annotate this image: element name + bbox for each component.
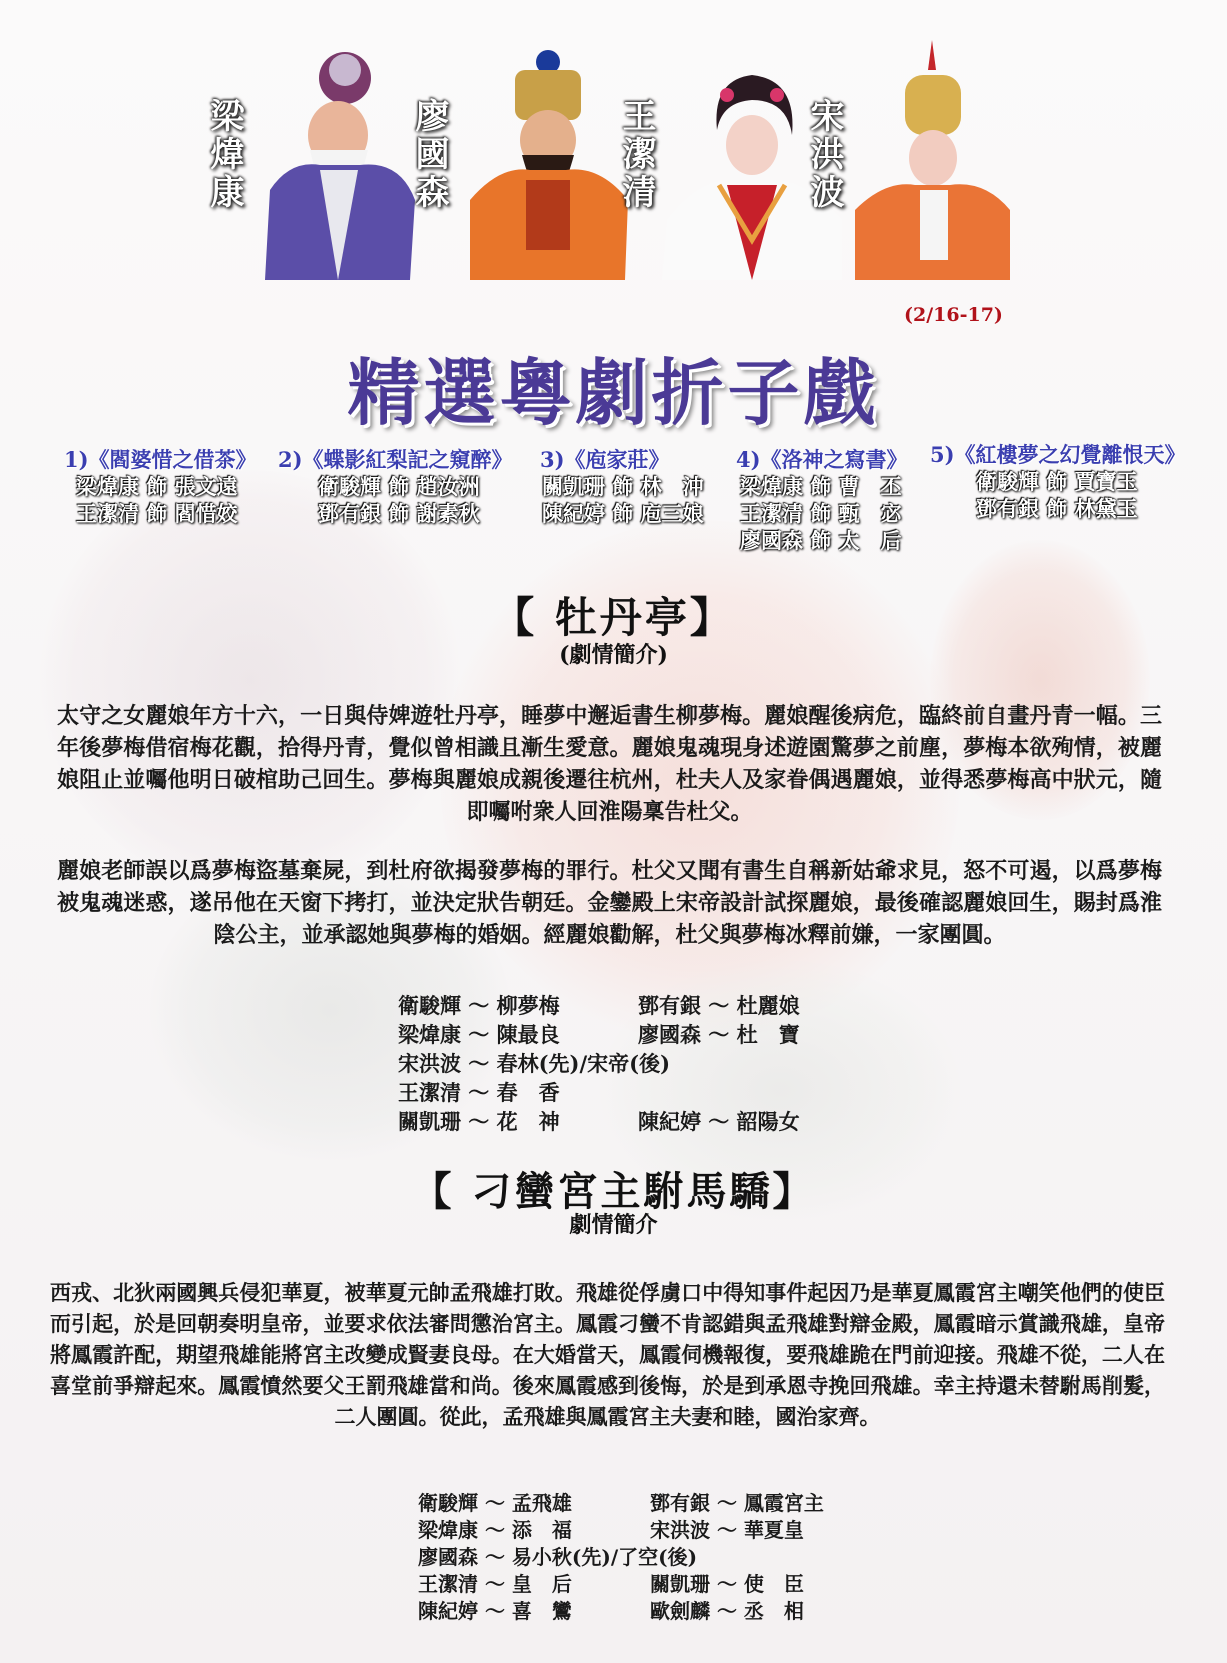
excerpt-cast-line: 王潔清 飾 甄 宓 xyxy=(740,501,902,526)
excerpt-cast-line: 衛駿輝 飾 賈寶玉 xyxy=(976,469,1138,494)
performer-name: 廖國森 xyxy=(409,98,449,212)
excerpt-title: 2)《蝶影紅梨記之窺醉》 xyxy=(278,447,513,472)
cast-row xyxy=(398,1106,800,1135)
cast-entry: 廖國森 ～ 杜 寶 xyxy=(638,1022,800,1047)
excerpt-title: 1)《閻婆惜之借茶》 xyxy=(64,447,257,472)
main-title: 精選粵劇折子戲 xyxy=(347,350,880,435)
excerpt-cast-line: 梁煒康 飾 張文遠 xyxy=(76,474,238,499)
synopsis-text: 麗娘老師誤以爲夢梅盜墓棄屍，到杜府欲揭發夢梅的罪行。杜父又聞有書生自稱新姑爺求見，怒不可遏，以爲夢梅被鬼魂迷惑，遂吊他在天窗下拷打，並決定狀告朝廷。金鑾殿上宋帝設計試探麗娘，最後確認麗娘回生，賜封爲淮陰公主，並承認她與夢梅的婚姻。經麗娘勸解，杜父與夢梅冰釋前嫌，一家團圓。 xyxy=(57,858,1162,948)
excerpt-3 xyxy=(540,446,704,527)
cast-entry: 梁煒康 ～ 陳最良 xyxy=(398,1022,560,1047)
excerpt-cast-line: 廖國森 飾 太 后 xyxy=(740,528,902,553)
cast-entry: 衛駿輝 ～ 柳夢梅 xyxy=(398,993,560,1018)
cast-row xyxy=(398,990,800,1019)
performer-2 xyxy=(405,40,635,280)
cast-row xyxy=(418,1487,824,1514)
excerpt-cast-line: 衛駿輝 飾 趙汝洲 xyxy=(318,474,480,499)
excerpt-4 xyxy=(736,446,908,554)
cast-entry: 衛駿輝 ～ 孟飛雄 xyxy=(418,1491,572,1515)
cast-entry: 鄧有銀 ～ 杜麗娘 xyxy=(638,993,800,1018)
performer-name: 梁煒康 xyxy=(204,98,244,212)
performance-date-note: (2/16-17) xyxy=(904,304,1003,326)
cast-entry: 歐劍麟 ～ 丞 相 xyxy=(650,1599,804,1623)
play1-synopsis-para2 xyxy=(57,855,1162,951)
cast-entry: 宋洪波 ～ 春林(先)/宋帝(後) xyxy=(398,1051,671,1076)
play1-synopsis-para1 xyxy=(57,700,1162,828)
excerpt-title: 3)《庖家莊》 xyxy=(540,447,670,472)
performer-1 xyxy=(200,40,420,280)
excerpt-2 xyxy=(278,446,513,527)
performer-scholar-figure-icon xyxy=(850,40,1015,280)
cast-row xyxy=(418,1568,824,1595)
play2-synopsis-para1 xyxy=(50,1277,1165,1432)
excerpt-cast-line: 梁煒康 飾 曹 丕 xyxy=(740,474,902,499)
play2-cast-list xyxy=(418,1487,824,1622)
cast-entry: 陳紀婷 ～ 喜 鸞 xyxy=(418,1599,572,1623)
cast-row xyxy=(398,1048,800,1077)
excerpt-cast-line: 鄧有銀 飾 謝素秋 xyxy=(318,501,480,526)
play2-subtitle: 劇情簡介 xyxy=(569,1212,658,1238)
cast-entry: 梁煒康 ～ 添 福 xyxy=(418,1518,572,1542)
cast-entry: 宋洪波 ～ 華夏皇 xyxy=(650,1518,804,1542)
cast-entry: 鄧有銀 ～ 鳳霞宮主 xyxy=(650,1491,824,1515)
cast-entry: 王潔清 ～ 春 香 xyxy=(398,1080,560,1105)
play2-title: 【 刁蠻宮主駙馬驕】 xyxy=(411,1168,816,1215)
excerpt-title: 5)《紅樓夢之幻覺離恨天》 xyxy=(930,442,1186,467)
cast-entry: 關凱珊 ～ 花 神 xyxy=(398,1109,560,1134)
performer-bearded-official-figure-icon xyxy=(250,40,420,280)
cast-row xyxy=(398,1019,800,1048)
excerpt-cast-line: 鄧有銀 飾 林黛玉 xyxy=(976,496,1138,521)
play1-title: 【 牡丹亭】 xyxy=(492,593,735,642)
cast-entry: 廖國森 ～ 易小秋(先)/了空(後) xyxy=(418,1545,698,1569)
cast-entry: 關凱珊 ～ 使 臣 xyxy=(650,1572,804,1596)
synopsis-text: 太守之女麗娘年方十六，一日與侍婢遊牡丹亭，睡夢中邂逅書生柳夢梅。麗娘醒後病危，臨終前自畫丹青一幅。三年後夢梅借宿梅花觀，拾得丹青，覺似曾相識且漸生愛意。麗娘鬼魂現身述遊園驚夢之前塵，夢梅本欲殉情，被麗娘阻止並囑他明日破棺助己回生。夢梅與麗娘成親後遷往杭州，杜夫人及家眷偶遇麗娘，並得悉夢梅高中狀元，隨即囑咐衆人回淮陽稟告杜父。 xyxy=(57,703,1162,825)
excerpt-title: 4)《洛神之寫書》 xyxy=(736,447,908,472)
cast-entry: 陳紀婷 ～ 韶陽女 xyxy=(638,1109,800,1134)
performer-name: 王潔清 xyxy=(616,98,656,212)
excerpt-cast-line: 王潔清 飾 閻惜姣 xyxy=(76,501,238,526)
cast-row xyxy=(418,1541,824,1568)
performer-general-figure-icon xyxy=(460,40,635,280)
cast-entry: 王潔清 ～ 皇 后 xyxy=(418,1572,572,1596)
cast-row xyxy=(418,1595,824,1622)
excerpt-5 xyxy=(930,441,1186,522)
excerpt-cast-line: 陳紀婷 飾 庖三娘 xyxy=(542,501,704,526)
cast-row xyxy=(418,1514,824,1541)
play1-cast-list xyxy=(398,990,800,1135)
performer-name: 宋洪波 xyxy=(804,98,844,212)
excerpt-1 xyxy=(64,446,257,527)
cast-row xyxy=(398,1077,800,1106)
play1-subtitle: (劇情簡介) xyxy=(559,642,668,668)
excerpt-cast-line: 關凱珊 飾 林 沖 xyxy=(542,474,704,499)
synopsis-text: 西戎、北狄兩國興兵侵犯華夏，被華夏元帥孟飛雄打敗。飛雄從俘虜口中得知事件起因乃是華夏鳳霞宮主嘲笑他們的使臣而引起，於是回朝奏明皇帝，並要求依法審問懲治宮主。鳳霞刁蠻不肯認錯與孟飛雄對辯金殿，鳳霞暗示賞識飛雄，皇帝將鳳霞許配，期望飛雄能將宮主改變成賢妻良母。在大婚當天，鳳霞伺機報復，要飛雄跪在門前迎接。飛雄不從，二人在喜堂前爭辯起來。鳳霞憤然要父王罰飛雄當和尚。後來鳳霞感到後悔，於是到承恩寺挽回飛雄。幸主持還未替駙馬削髮，二人團圓。從此，孟飛雄與鳳霞宮主夫妻和睦，國治家齊。 xyxy=(50,1280,1165,1429)
performer-4 xyxy=(800,40,1020,280)
